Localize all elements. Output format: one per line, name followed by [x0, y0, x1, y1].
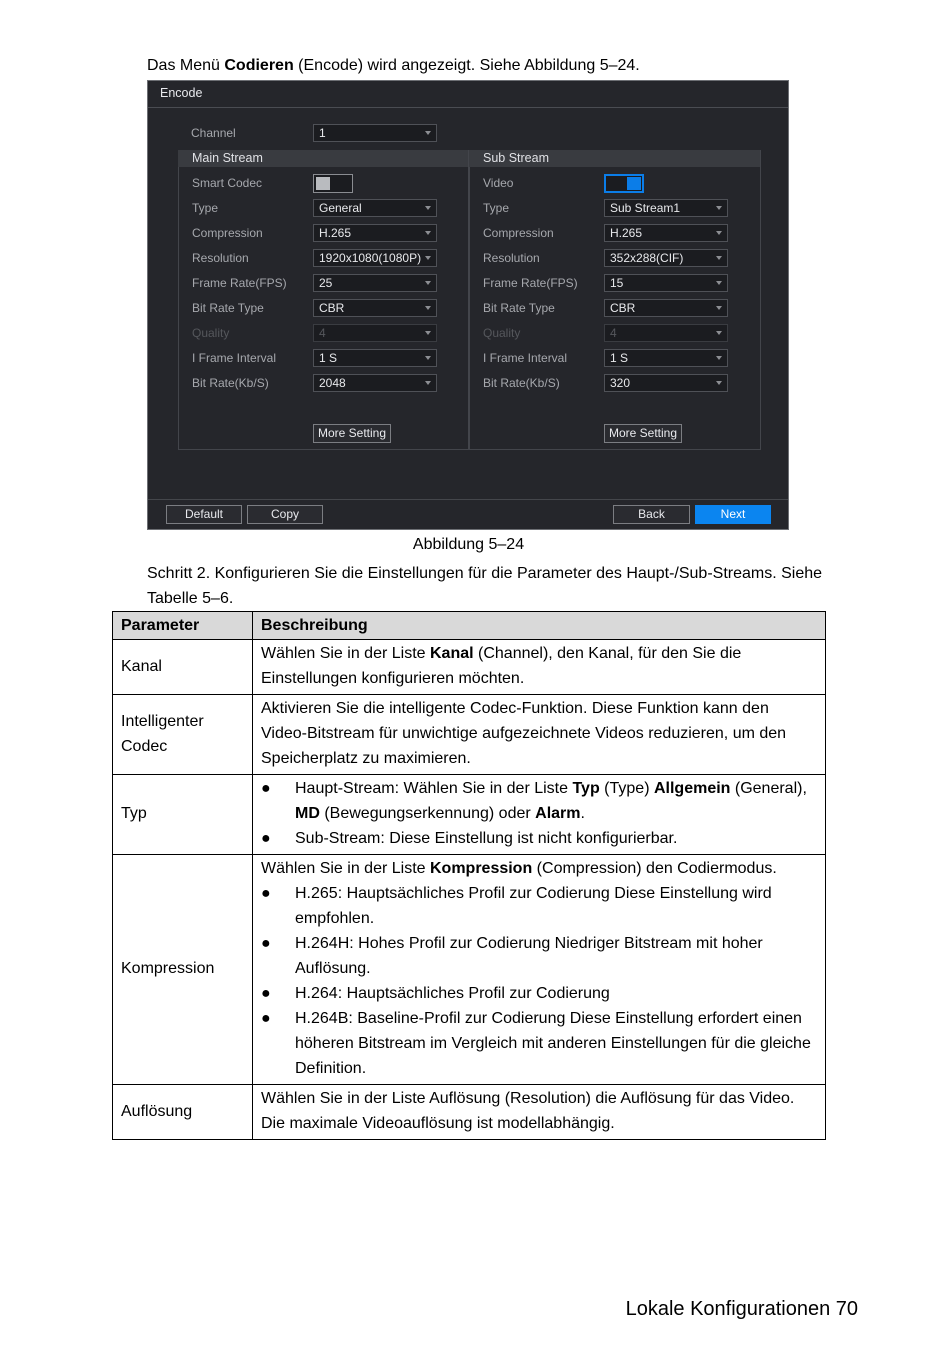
main-quality-label: Quality — [192, 326, 230, 340]
param-kompression: Kompression — [113, 855, 253, 1085]
aufloesung-line-2: Die maximale Videoauflösung ist modellabhängig. — [261, 1115, 615, 1132]
desc-codec: Aktivieren Sie die intelligente Codec-Funktion. Diese Funktion kann den Video-Bitstream für unwichtige aufgezeichnete Videos reduzieren, um den Speicherplatz zu maximieren. — [253, 695, 826, 775]
main-compression-label: Compression — [192, 226, 263, 240]
main-frame-rate-label: Frame Rate(FPS) — [192, 276, 287, 290]
back-button[interactable]: Back — [613, 505, 690, 524]
main-stream-header: Main Stream — [178, 150, 469, 167]
page-footer: Lokale Konfigurationen 70 — [625, 1298, 858, 1320]
list-item: ● H.264H: Hohes Profil zur Codierung Niedriger Bitstream mit hoher Auflösung. — [261, 935, 763, 977]
intro-text: Das Menü Codieren (Encode) wird angezeigt. Siehe Abbildung 5–24. — [147, 57, 640, 74]
sub-frame-rate-label: Frame Rate(FPS) — [483, 276, 578, 290]
main-bit-rate-type-select[interactable]: CBR — [313, 299, 437, 317]
list-item: ● Haupt-Stream: Wählen Sie in der Liste Typ (Type) Allgemein (General), MD (Bewegungserkennung) oder Alarm. — [261, 780, 807, 822]
main-bit-rate-type-label: Bit Rate Type — [192, 301, 264, 315]
table-row — [113, 855, 826, 1085]
next-button[interactable]: Next — [695, 505, 771, 524]
smart-codec-label: Smart Codec — [192, 176, 263, 190]
toggle-knob — [627, 177, 641, 190]
param-typ: Typ — [113, 775, 253, 855]
default-button[interactable]: Default — [166, 505, 242, 524]
list-item: ● H.265: Hauptsächliches Profil zur Codierung Diese Einstellung wird empfohlen. — [261, 885, 772, 927]
table-row — [113, 1085, 826, 1140]
sub-bit-rate-type-select[interactable]: CBR — [604, 299, 728, 317]
main-bit-rate-label: Bit Rate(Kb/S) — [192, 376, 269, 390]
smart-codec-toggle[interactable] — [313, 174, 353, 193]
param-aufloesung: Auflösung — [113, 1085, 253, 1140]
main-resolution-select[interactable]: 1920x1080(1080P) — [313, 249, 437, 267]
main-type-select[interactable]: General — [313, 199, 437, 217]
table-row — [113, 695, 826, 775]
sub-resolution-label: Resolution — [483, 251, 540, 265]
main-type-label: Type — [192, 201, 219, 215]
sub-iframe-select[interactable]: 1 S — [604, 349, 728, 367]
desc-typ — [253, 775, 826, 855]
sub-compression-label: Compression — [483, 226, 554, 240]
sub-quality-label: Quality — [483, 326, 521, 340]
desc-kanal: Wählen Sie in der Liste Kanal (Channel), den Kanal, für den Sie die Einstellungen konfigurieren möchten. — [253, 640, 826, 695]
sub-video-label: Video — [483, 176, 514, 190]
sub-compression-select[interactable]: H.265 — [604, 224, 728, 242]
channel-select[interactable]: 1 — [313, 124, 437, 142]
window-title: Encode — [148, 81, 788, 108]
list-item: ● H.264: Hauptsächliches Profil zur Codierung — [261, 985, 610, 1002]
list-item: ● H.264B: Baseline-Profil zur Codierung Diese Einstellung erfordert einen höheren Bitstream im Vergleich mit anderen Einstellungen für die gleiche Definition. — [261, 1010, 811, 1077]
list-item: ● Sub-Stream: Diese Einstellung ist nicht konfigurierbar. — [261, 830, 678, 847]
main-iframe-label: I Frame Interval — [192, 351, 277, 365]
main-quality-select: 4 — [313, 324, 437, 342]
sub-iframe-label: I Frame Interval — [483, 351, 568, 365]
sub-stream-header: Sub Stream — [469, 150, 760, 167]
figure-caption: Abbildung 5–24 — [412, 536, 525, 553]
desc-aufloesung — [253, 1085, 826, 1140]
kompression-intro: Wählen Sie in der Liste Kompression (Compression) den Codiermodus. — [261, 860, 777, 877]
desc-kompression — [253, 855, 826, 1085]
copy-button[interactable]: Copy — [247, 505, 323, 524]
step-text: Schritt 2. Konfigurieren Sie die Einstellungen für die Parameter des Haupt-/Sub-Streams. Siehe Tabelle 5–6. — [147, 565, 823, 607]
sub-frame-rate-select[interactable]: 15 — [604, 274, 728, 292]
sub-type-select[interactable]: Sub Stream1 — [604, 199, 728, 217]
main-more-setting-button[interactable]: More Setting — [313, 424, 391, 443]
channel-label: Channel — [191, 126, 236, 140]
sub-resolution-select[interactable]: 352x288(CIF) — [604, 249, 728, 267]
main-resolution-label: Resolution — [192, 251, 249, 265]
sub-quality-select: 4 — [604, 324, 728, 342]
param-codec: Intelligenter Codec — [113, 695, 253, 775]
table-row — [113, 775, 826, 855]
sub-more-setting-button[interactable]: More Setting — [604, 424, 682, 443]
table-header-row — [113, 612, 826, 640]
parameter-table — [112, 611, 826, 1140]
encode-window — [147, 80, 789, 530]
footer-divider — [148, 499, 788, 500]
main-frame-rate-select[interactable]: 25 — [313, 274, 437, 292]
sub-video-toggle[interactable] — [604, 174, 644, 193]
sub-type-label: Type — [483, 201, 510, 215]
sub-bit-rate-select[interactable]: 320 — [604, 374, 728, 392]
header-description: Beschreibung — [253, 612, 826, 640]
sub-bit-rate-type-label: Bit Rate Type — [483, 301, 555, 315]
table-row — [113, 640, 826, 695]
sub-bit-rate-label: Bit Rate(Kb/S) — [483, 376, 560, 390]
param-kanal: Kanal — [113, 640, 253, 695]
main-bit-rate-select[interactable]: 2048 — [313, 374, 437, 392]
main-iframe-select[interactable]: 1 S — [313, 349, 437, 367]
aufloesung-line-1: Wählen Sie in der Liste Auflösung (Resolution) die Auflösung für das Video. — [261, 1090, 795, 1107]
main-compression-select[interactable]: H.265 — [313, 224, 437, 242]
toggle-knob — [316, 177, 330, 190]
header-parameter: Parameter — [113, 612, 253, 640]
